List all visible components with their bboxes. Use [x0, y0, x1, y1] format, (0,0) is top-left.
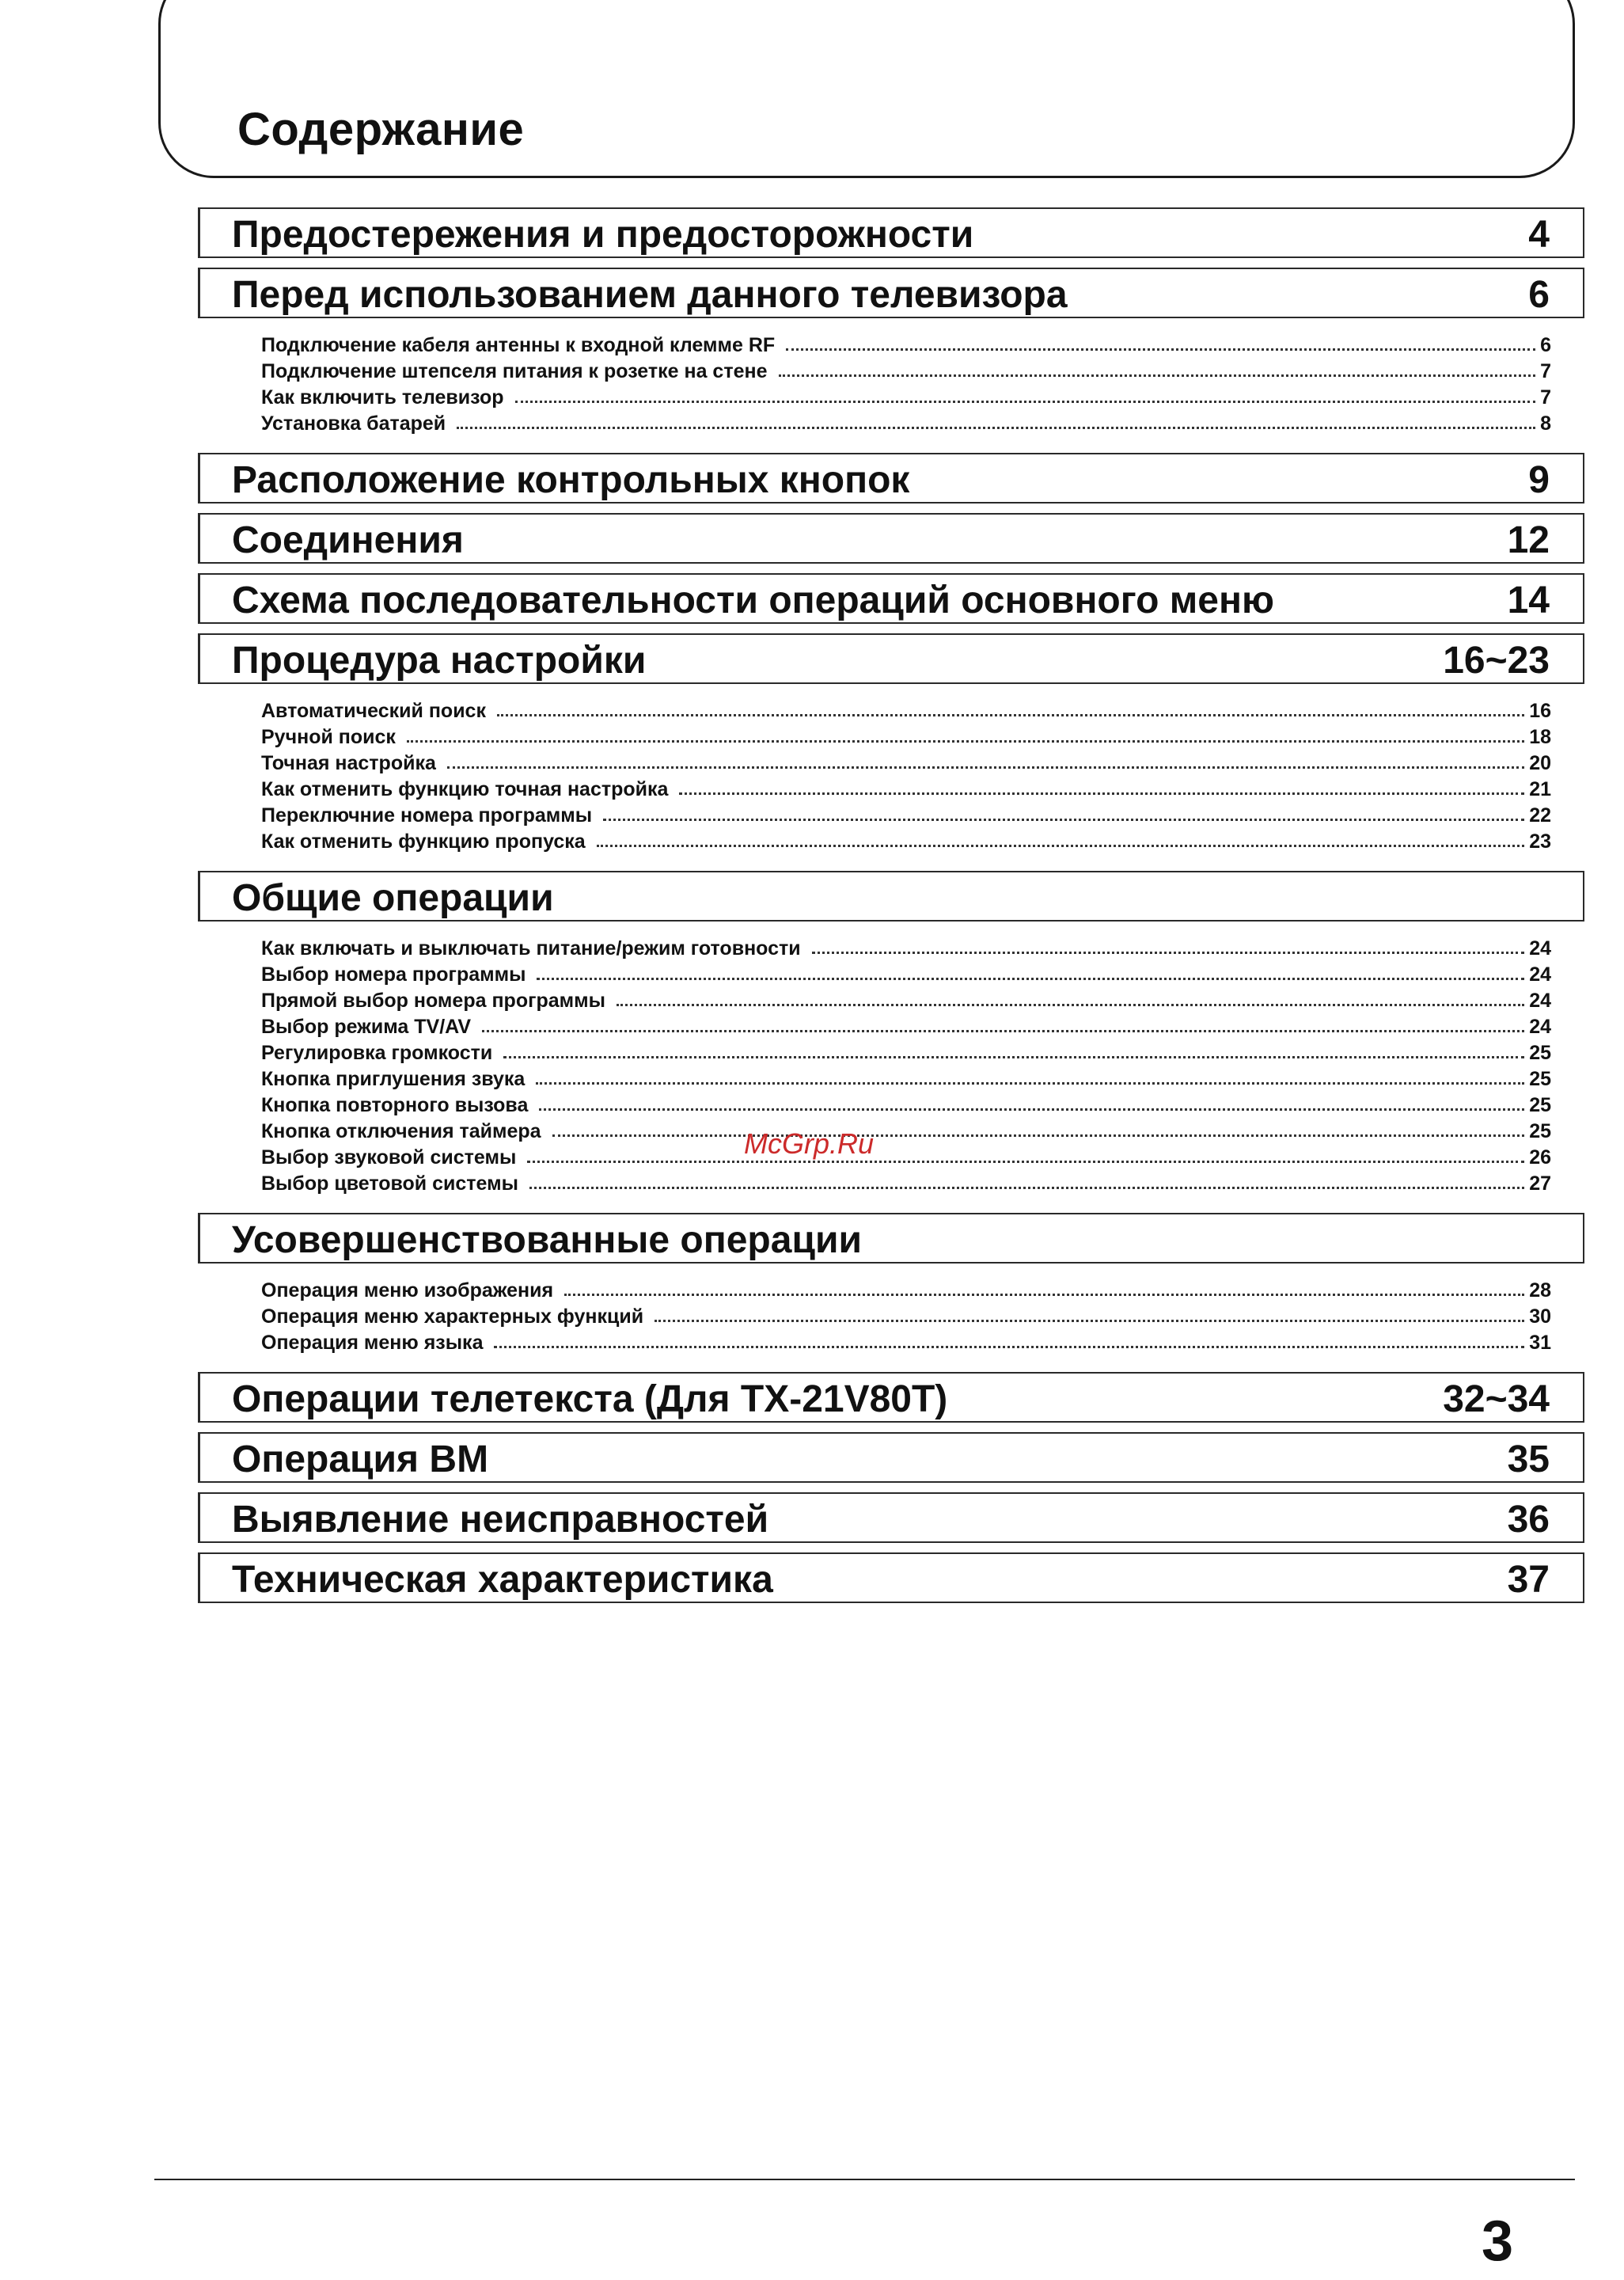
toc-entry[interactable]: [261, 1117, 1551, 1143]
dot-leader: [779, 374, 1536, 377]
toc-section[interactable]: [198, 1432, 1584, 1483]
entry-page: 20: [1529, 752, 1551, 774]
entry-label: Как отменить функцию пропуска: [261, 830, 586, 853]
entry-label: Прямой выбор номера программы: [261, 990, 606, 1012]
section-title: Расположение контрольных кнопок: [232, 458, 910, 501]
toc-section[interactable]: [198, 871, 1584, 922]
dot-leader: [527, 1161, 1524, 1163]
toc-entry[interactable]: [261, 1169, 1551, 1195]
dot-leader: [503, 1056, 1524, 1058]
section-page: 9: [1528, 458, 1550, 501]
watermark: McGrp.Ru: [744, 1127, 875, 1160]
dot-leader: [536, 1082, 1524, 1085]
entry-page: 16: [1529, 700, 1551, 722]
section-page: 35: [1507, 1438, 1550, 1480]
entry-label: Установка батарей: [261, 412, 446, 435]
entry-page: 28: [1529, 1279, 1551, 1302]
dot-leader: [537, 978, 1524, 980]
section-title: Усовершенствованные операции: [232, 1218, 862, 1261]
toc-entry[interactable]: [261, 1302, 1551, 1328]
entry-label: Операция меню характерных функций: [261, 1305, 644, 1328]
entry-page: 21: [1529, 778, 1551, 800]
dot-leader: [812, 952, 1525, 954]
dot-leader: [539, 1108, 1524, 1111]
entry-page: 24: [1529, 963, 1551, 986]
section-page: 4: [1528, 213, 1550, 256]
entry-page: 25: [1529, 1094, 1551, 1116]
toc-entry[interactable]: [261, 801, 1551, 827]
section-page: 12: [1507, 519, 1550, 561]
toc-section[interactable]: [198, 573, 1584, 624]
toc-entry[interactable]: [261, 1065, 1551, 1091]
section-page: 6: [1528, 273, 1550, 316]
section-title: Процедура настройки: [232, 639, 647, 682]
section-title: Предостережения и предосторожности: [232, 213, 974, 256]
entry-label: Выбор номера программы: [261, 963, 526, 986]
entry-page: 25: [1529, 1120, 1551, 1142]
entry-label: Переключние номера программы: [261, 804, 593, 826]
entry-label: Как включить телевизор: [261, 386, 504, 408]
dot-leader: [497, 714, 1524, 716]
toc-entry[interactable]: [261, 409, 1551, 435]
dot-leader: [597, 845, 1525, 847]
section-title: Выявление неисправностей: [232, 1498, 769, 1541]
section-title: Соединения: [232, 519, 464, 561]
toc-entry[interactable]: [261, 934, 1551, 960]
dot-leader: [407, 740, 1524, 743]
toc-entry[interactable]: [261, 775, 1551, 801]
section-page: 32~34: [1443, 1378, 1550, 1420]
dot-leader: [603, 819, 1524, 821]
toc-entry[interactable]: [261, 1328, 1551, 1355]
entry-label: Автоматический поиск: [261, 700, 486, 722]
toc-subsection-list: [198, 684, 1584, 861]
section-title: Перед использованием данного телевизора: [232, 273, 1068, 316]
page-title: Содержание: [237, 104, 525, 155]
footer-divider: [154, 2179, 1575, 2180]
dot-leader: [786, 348, 1535, 351]
toc-entry[interactable]: [261, 383, 1551, 409]
toc-entry[interactable]: [261, 749, 1551, 775]
toc-section[interactable]: [198, 1372, 1584, 1423]
toc-entry[interactable]: [261, 1013, 1551, 1039]
entry-label: Кнопка приглушения звука: [261, 1068, 526, 1090]
entry-page: 23: [1529, 830, 1551, 853]
section-page: 37: [1507, 1558, 1550, 1601]
toc-section[interactable]: [198, 1213, 1584, 1264]
entry-page: 24: [1529, 937, 1551, 960]
entry-page: 7: [1540, 386, 1551, 408]
entry-label: Кнопка повторного вызова: [261, 1094, 529, 1116]
entry-page: 7: [1540, 360, 1551, 382]
dot-leader: [617, 1004, 1524, 1006]
toc-section[interactable]: [198, 633, 1584, 684]
toc-section[interactable]: [198, 1552, 1584, 1603]
entry-label: Регулировка громкости: [261, 1042, 493, 1064]
entry-label: Кнопка отключения таймера: [261, 1120, 541, 1142]
toc-entry[interactable]: [261, 331, 1551, 357]
entry-page: 22: [1529, 804, 1551, 826]
toc-section[interactable]: [198, 268, 1584, 318]
dot-leader: [515, 401, 1536, 403]
toc-entry[interactable]: [261, 1091, 1551, 1117]
dot-leader: [552, 1134, 1525, 1137]
toc-section[interactable]: [198, 513, 1584, 564]
entry-label: Как отменить функцию точная настройка: [261, 778, 669, 800]
table-of-contents: [198, 207, 1584, 1603]
toc-entry[interactable]: [261, 1276, 1551, 1302]
entry-label: Выбор режима TV/AV: [261, 1016, 472, 1038]
entry-page: 24: [1529, 1016, 1551, 1038]
entry-label: Операция меню изображения: [261, 1279, 554, 1302]
entry-page: 25: [1529, 1042, 1551, 1064]
page-number: 3: [1481, 2210, 1513, 2273]
toc-entry[interactable]: [261, 697, 1551, 723]
entry-page: 18: [1529, 726, 1551, 748]
section-page: 16~23: [1443, 639, 1550, 682]
entry-page: 24: [1529, 990, 1551, 1012]
toc-entry[interactable]: [261, 1039, 1551, 1065]
entry-page: 25: [1529, 1068, 1551, 1090]
toc-section[interactable]: [198, 207, 1584, 258]
toc-entry[interactable]: [261, 986, 1551, 1013]
section-page: 14: [1507, 579, 1550, 621]
toc-section[interactable]: [198, 1492, 1584, 1543]
section-title: Схема последовательности операций основного меню: [232, 579, 1274, 621]
entry-page: 30: [1529, 1305, 1551, 1328]
entry-label: Как включать и выключать питание/режим готовности: [261, 937, 801, 960]
toc-section[interactable]: [198, 453, 1584, 504]
entry-page: 26: [1529, 1146, 1551, 1168]
toc-entry[interactable]: [261, 960, 1551, 986]
dot-leader: [655, 1320, 1524, 1322]
entry-label: Подключение кабеля антенны к входной клемме RF: [261, 334, 776, 356]
dot-leader: [564, 1294, 1524, 1296]
toc-entry[interactable]: [261, 723, 1551, 749]
toc-subsection-list: [198, 922, 1584, 1203]
entry-page: 27: [1529, 1172, 1551, 1195]
entry-page: 8: [1540, 412, 1551, 435]
dot-leader: [447, 766, 1524, 769]
entry-label: Точная настройка: [261, 752, 436, 774]
section-title: Операции телетекста (Для TX-21V80T): [232, 1378, 948, 1420]
entry-page: 31: [1529, 1332, 1551, 1354]
dot-leader: [494, 1346, 1524, 1348]
toc-subsection-list: [198, 1264, 1584, 1362]
dot-leader: [529, 1187, 1524, 1189]
entry-label: Выбор звуковой системы: [261, 1146, 517, 1168]
toc-entry[interactable]: [261, 357, 1551, 383]
entry-label: Выбор цветовой системы: [261, 1172, 518, 1195]
entry-label: Ручной поиск: [261, 726, 396, 748]
entry-label: Подключение штепселя питания к розетке на стене: [261, 360, 768, 382]
dot-leader: [457, 427, 1535, 429]
section-title: Техническая характеристика: [232, 1558, 773, 1601]
entry-page: 6: [1540, 334, 1551, 356]
dot-leader: [482, 1030, 1524, 1032]
entry-label: Операция меню языка: [261, 1332, 484, 1354]
section-title: Общие операции: [232, 876, 554, 919]
toc-subsection-list: [198, 318, 1584, 443]
dot-leader: [679, 792, 1524, 795]
section-title: Операция ВМ: [232, 1438, 489, 1480]
section-page: 36: [1507, 1498, 1550, 1541]
toc-entry[interactable]: [261, 1143, 1551, 1169]
toc-entry[interactable]: [261, 827, 1551, 853]
